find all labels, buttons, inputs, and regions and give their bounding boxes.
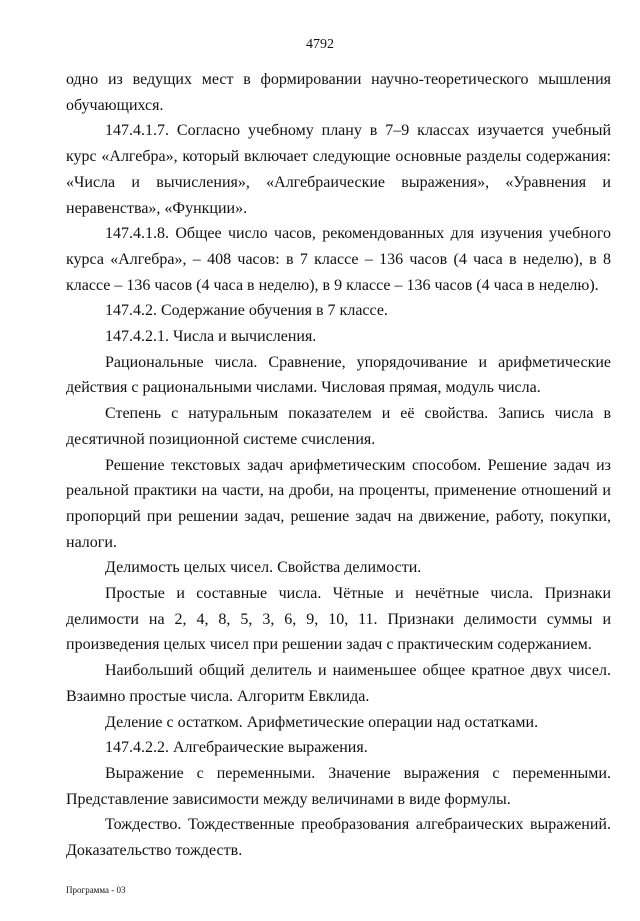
subsection-heading: 147.4.2.1. Числа и вычисления. <box>105 328 317 346</box>
paragraph: Степень с натуральным показателем и её свойства. Запись числа в десятичной позиционной системе счисления. <box>66 405 611 448</box>
subsection-heading: 147.4.2.2. Алгебраические выражения. <box>105 739 368 757</box>
paragraph: Делимость целых чисел. Свойства делимости. <box>105 559 422 577</box>
paragraph: 147.4.1.8. Общее число часов, рекомендованных для изучения учебного курса «Алгебра», – 408 часов: в 7 классе – 136 часов (4 часа в неделю), в 8 классе – 136 часов (4 часа в неделю), в 9 классе – 136 часов (4 часа в неделю). <box>66 225 611 294</box>
body-text <box>66 67 611 864</box>
page-number: 4792 <box>306 37 334 52</box>
paragraph: Простые и составные числа. Чётные и нечётные числа. Признаки делимости на 2, 4, 8, 5, 3, 6, 9, 10, 11. Признаки делимости суммы и произведения целых чисел при решении задач с практическим содержанием. <box>66 585 611 654</box>
paragraph: Наибольший общий делитель и наименьшее общее кратное двух чисел. Взаимно простые числа. Алгоритм Евклида. <box>66 662 611 705</box>
paragraph: Тождество. Тождественные преобразования алгебраических выражений. Доказательство тождеств. <box>66 816 611 860</box>
paragraph: Деление с остатком. Арифметические операции над остатками. <box>105 713 539 731</box>
paragraph: одно из ведущих мест в формировании научно-теоретического мышления обучающихся. <box>66 71 611 114</box>
footer-label: Программа - 03 <box>66 885 126 895</box>
paragraph: Представление зависимости между величинами в виде формулы. <box>66 790 511 808</box>
paragraph: Выражение с переменными. Значение выражения с переменными. <box>105 764 611 782</box>
paragraph: Решение текстовых задач арифметическим способом. Решение задач из реальной практики на части, на дроби, на проценты, применение отношений и пропорций при решении задач, решение задач на движение, работу, покупки, налоги. <box>66 456 611 551</box>
paragraph: Рациональные числа. Сравнение, упорядочивание и арифметические действия с рациональными числами. Числовая прямая, модуль числа. <box>66 353 611 397</box>
section-heading: 147.4.2. Содержание обучения в 7 классе. <box>105 302 388 320</box>
paragraph: 147.4.1.7. Согласно учебному плану в 7–9 классах изучается учебный курс «Алгебра», который включает следующие основные разделы содержания: «Числа и вычисления», «Алгебраические выражения», «Уравнения и неравенства», «Функции». <box>66 122 611 217</box>
